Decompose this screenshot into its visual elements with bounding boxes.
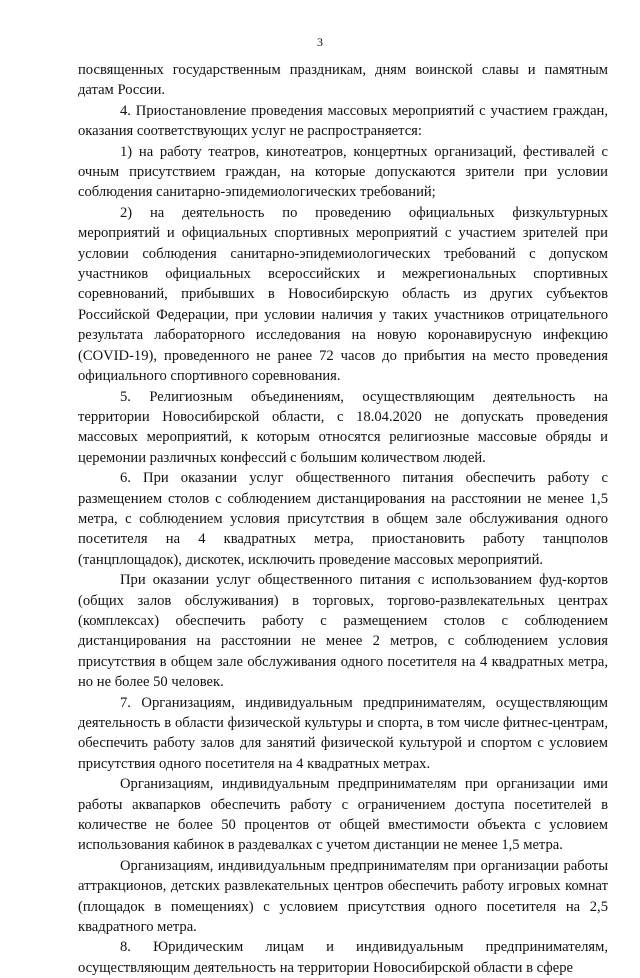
paragraph-item-5: 5. Религиозным объединениям, осуществляющим деятельность на территории Новосибирской области, с 18.04.2020 не допускать проведения массовых мероприятий, к которым относятся религиозные массовые обряды и церемонии различных конфессий с большим количеством людей. xyxy=(78,388,608,466)
paragraph-item-4: 4. Приостановление проведения массовых мероприятий с участием граждан, оказания соответствующих услуг не распространяется: xyxy=(78,102,608,140)
page-number: 3 xyxy=(317,35,323,49)
paragraph-item-8: 8. Юридическим лицам и индивидуальным предпринимателям, осуществляющим деятельность на территории Новосибирской области в сфере xyxy=(78,939,608,976)
paragraph-attractions: Организациям, индивидуальным предпринимателям при организации работы аттракционов, детских развлекательных центров обеспечить работу игровых комнат (площадок в помещениях) с условием присутствия одного посетителя на 2,5 квадратного метра. xyxy=(78,857,608,936)
paragraph-subitem-2: 2) на деятельность по проведению официальных физкультурных мероприятий и официальных спортивных мероприятий с участием зрителей при условии соблюдения санитарно-эпидемиологических требований с допуском участников официальных всероссийских и межрегиональных спортивных соревнований, прибывших в Новосибирскую область из других субъектов Российской Федерации, при условии наличия у таких участников отрицательного результата лабораторного исследования на новую коронавирусную инфекцию (COVID-19), проведенного не ранее 72 часов до прибытия на место проведения официального спортивного соревнования. xyxy=(78,204,608,385)
paragraph-continuation: посвященных государственным праздникам, дням воинской славы и памятным датам России. xyxy=(78,62,608,99)
paragraph-item-7: 7. Организациям, индивидуальным предпринимателям, осуществляющим деятельность в области физической культуры и спорта, в том числе фитнес-центрам, обеспечить работу залов для занятий физической культурой и спортом с условием присутствия одного посетителя на 4 квадратных метрах. xyxy=(78,694,608,772)
paragraph-item-6: 6. При оказании услуг общественного питания обеспечить работу с размещением столов с соблюдением дистанцирования на расстоянии не менее 1,5 метра, с соблюдением условия присутствия в общем зале обслуживания одного посетителя на 4 квадратных метра, приостановить работу танцполов (танцплощадок), дискотек, исключить проведение массовых мероприятий. xyxy=(78,470,608,568)
paragraph-aquaparks: Организациям, индивидуальным предпринимателям при организации ими работы аквапарков обеспечить работу с ограничением доступа посетителей в количестве не более 50 процентов от общей вместимости объекта с условием использования кабинок в раздевалках с учетом дистанции не менее 1,5 метра. xyxy=(78,776,608,854)
paragraph-subitem-1: 1) на работу театров, кинотеатров, концертных организаций, фестивалей с очным присутствием граждан, на которые допускаются зрители при условии соблюдения санитарно-эпидемиологических требований; xyxy=(78,143,608,201)
paragraph-food-courts: При оказании услуг общественного питания с использованием фуд-кортов (общих залов обслуживания) в торговых, торгово-развлекательных центрах (комплексах) обеспечить работу с размещением столов с соблюдением дистанцирования на расстоянии не менее 2 метров, с соблюдением условия присутствия в общем зале обслуживания одного посетителя на 4 квадратных метра, но не более 50 человек. xyxy=(78,572,608,691)
document-body xyxy=(78,60,608,978)
